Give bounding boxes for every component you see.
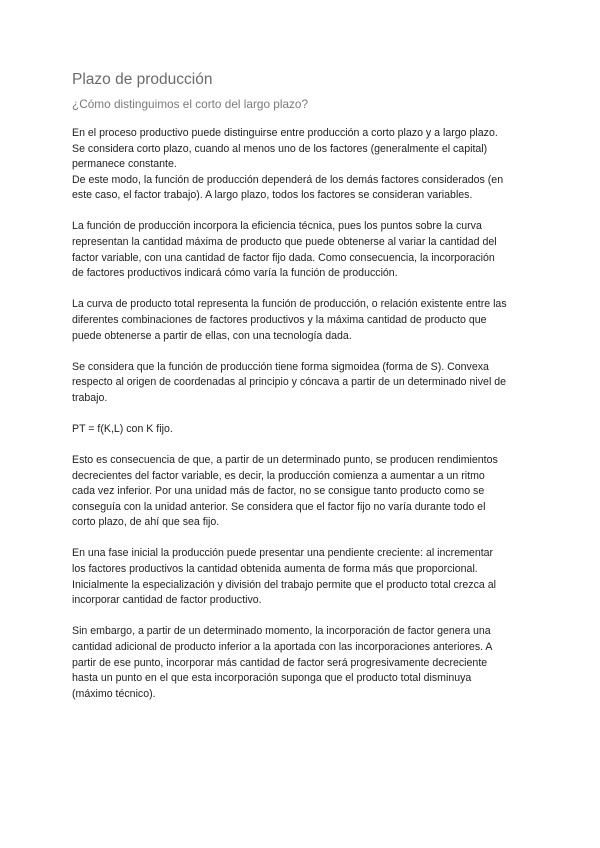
document-title: Plazo de producción [72, 71, 213, 88]
paragraph-line: hasta un punto en el que esta incorporación suponga que el producto total disminuya [72, 672, 472, 685]
paragraph-line: Sin embargo, a partir de un determinado momento, la incorporación de factor genera una [72, 625, 491, 638]
paragraph-line: (máximo técnico). [72, 687, 156, 700]
paragraph [72, 624, 542, 702]
paragraph [72, 219, 542, 281]
paragraph-line: decrecientes del factor variable, es decir, la producción comienza a aumentar a un ritmo [72, 469, 485, 482]
paragraph [72, 126, 542, 204]
paragraph-line: En el proceso productivo puede distinguirse entre producción a corto plazo y a largo plazo. [72, 127, 498, 139]
paragraph [72, 297, 542, 344]
paragraph-line: conseguía con la unidad anterior. Se considera que el factor fijo no varía durante todo el [72, 500, 486, 513]
paragraph-line: partir de ese punto, incorporar más cantidad de factor será progresivamente decreciente [72, 656, 488, 669]
paragraph [72, 422, 542, 438]
document-body [72, 126, 542, 702]
paragraph-line: Inicialmente la especialización y división del trabajo permite que el producto total crezca al [72, 578, 496, 591]
paragraph-line: este caso, el factor trabajo). A largo plazo, todos los factores se consideran variables. [72, 189, 473, 202]
paragraph-line: los factores productivos la cantidad obtenida aumenta de forma más que proporcional. [72, 563, 478, 576]
paragraph-line: representan la cantidad máxima de producto que puede obtenerse al variar la cantidad del [72, 236, 497, 249]
paragraph-line: PT = f(K,L) con K fijo. [72, 422, 173, 435]
paragraph-line: puede obtenerse a partir de ellas, con una tecnología dada. [72, 329, 352, 342]
paragraph-line: diferentes combinaciones de factores productivos y la máxima cantidad de producto que [72, 313, 487, 326]
paragraph-line: cantidad adicional de producto inferior a la aportada con las incorporaciones anteriores. A [72, 640, 493, 653]
document-page [72, 70, 542, 718]
paragraph-line: permanece constante. [72, 158, 177, 171]
paragraph [72, 360, 542, 407]
paragraph-line: trabajo. [72, 391, 108, 404]
paragraph-line: Se considera corto plazo, cuando al menos uno de los factores (generalmente el capital) [72, 142, 488, 155]
paragraph-line: La curva de producto total representa la función de producción, o relación existente entre las [72, 298, 507, 311]
paragraph-line: de factores productivos indicará cómo varía la función de producción. [72, 267, 398, 280]
paragraph-line: Esto es consecuencia de que, a partir de un determinado punto, se producen rendimientos [72, 454, 498, 466]
paragraph-line: De este modo, la función de producción dependerá de los demás factores considerados (en [72, 173, 504, 186]
document-subtitle: ¿Cómo distinguimos el corto del largo plazo? [72, 97, 309, 111]
paragraph-line: En una fase inicial la producción puede presentar una pendiente creciente: al incrementar [72, 547, 494, 560]
paragraph-line: cada vez inferior. Por una unidad más de factor, no se consigue tanto producto como se [72, 485, 485, 498]
paragraph-line: respecto al origen de coordenadas al principio y cóncava a partir de un determinado nivel de [72, 376, 507, 389]
paragraph-line: Se considera que la función de producción tiene forma sigmoidea (forma de S). Convexa [72, 360, 489, 373]
paragraph-line: corto plazo, de ahí que sea fijo. [72, 516, 220, 529]
paragraph-line: factor variable, con una cantidad de factor fijo dada. Como consecuencia, la incorporación [72, 251, 495, 264]
paragraph-line: La función de producción incorpora la eficiencia técnica, pues los puntos sobre la curva [72, 220, 482, 233]
paragraph-line: incorporar cantidad de factor productivo. [72, 594, 262, 607]
paragraph [72, 546, 542, 608]
paragraph [72, 453, 542, 531]
